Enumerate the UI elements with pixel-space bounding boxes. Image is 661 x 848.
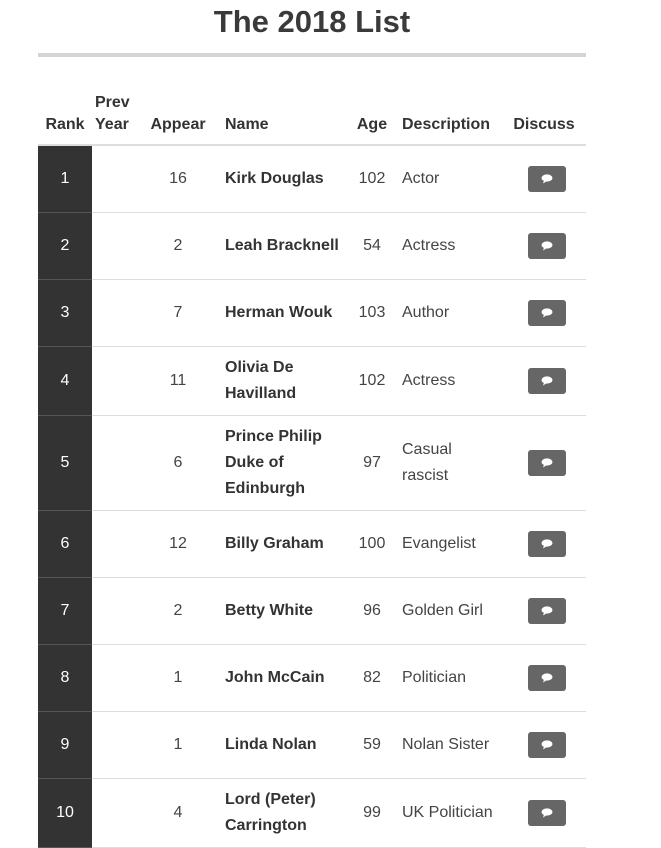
age-cell: 102 — [348, 145, 396, 213]
discuss-button[interactable] — [528, 450, 566, 476]
name-cell: John McCain — [216, 645, 348, 712]
prev-year-cell — [92, 347, 140, 416]
prev-year-cell — [92, 712, 140, 779]
table-row — [38, 213, 586, 280]
page-title: The 2018 List — [213, 4, 411, 39]
discuss-cell — [502, 416, 586, 511]
age-cell: 102 — [348, 347, 396, 416]
ranking-table — [38, 80, 586, 848]
discuss-cell — [502, 779, 586, 848]
name-cell: Olivia De Havilland — [216, 347, 348, 416]
discuss-cell — [502, 712, 586, 779]
comment-icon — [541, 174, 553, 184]
discuss-cell — [502, 347, 586, 416]
rank-cell: 7 — [38, 578, 92, 645]
comment-icon — [541, 308, 553, 318]
header-name: Name — [216, 80, 348, 145]
description-cell: Actor — [396, 145, 502, 213]
table-row — [38, 347, 586, 416]
table-row — [38, 578, 586, 645]
description-cell: Politician — [396, 645, 502, 712]
name-cell: Leah Bracknell — [216, 213, 348, 280]
rank-cell: 8 — [38, 645, 92, 712]
rank-cell: 1 — [38, 145, 92, 213]
table-row — [38, 145, 586, 213]
discuss-cell — [502, 213, 586, 280]
age-cell: 100 — [348, 511, 396, 578]
prev-year-cell — [92, 280, 140, 347]
age-cell: 82 — [348, 645, 396, 712]
appear-cell: 1 — [140, 645, 216, 712]
age-cell: 103 — [348, 280, 396, 347]
age-cell: 97 — [348, 416, 396, 511]
prev-year-cell — [92, 416, 140, 511]
rank-cell: 9 — [38, 712, 92, 779]
description-cell: Actress — [396, 347, 502, 416]
table-row — [38, 511, 586, 578]
rank-cell: 4 — [38, 347, 92, 416]
table-header-row — [38, 80, 586, 145]
discuss-button[interactable] — [528, 800, 566, 826]
description-cell: Golden Girl — [396, 578, 502, 645]
table-row — [38, 779, 586, 848]
comment-icon — [541, 606, 553, 616]
description-cell: Casual rascist — [396, 416, 502, 511]
table-row — [38, 280, 586, 347]
comment-icon — [541, 808, 553, 818]
header-age: Age — [348, 80, 396, 145]
rank-cell: 10 — [38, 779, 92, 848]
rank-cell: 3 — [38, 280, 92, 347]
header-prev-year: Prev Year — [92, 80, 140, 145]
discuss-button[interactable] — [528, 665, 566, 691]
prev-year-cell — [92, 511, 140, 578]
comment-icon — [541, 458, 553, 468]
prev-year-cell — [92, 145, 140, 213]
comment-icon — [541, 673, 553, 683]
appear-cell: 11 — [140, 347, 216, 416]
comment-icon — [541, 241, 553, 251]
table-row — [38, 416, 586, 511]
rank-cell: 6 — [38, 511, 92, 578]
prev-year-cell — [92, 578, 140, 645]
discuss-button[interactable] — [528, 368, 566, 394]
table-row — [38, 712, 586, 779]
table-row — [38, 645, 586, 712]
description-cell: Author — [396, 280, 502, 347]
name-cell: Betty White — [216, 578, 348, 645]
comment-icon — [541, 740, 553, 750]
age-cell: 99 — [348, 779, 396, 848]
rank-cell: 2 — [38, 213, 92, 280]
discuss-button[interactable] — [528, 732, 566, 758]
rank-cell: 5 — [38, 416, 92, 511]
discuss-cell — [502, 145, 586, 213]
discuss-cell — [502, 280, 586, 347]
prev-year-cell — [92, 645, 140, 712]
name-cell: Prince Philip Duke of Edinburgh — [216, 416, 348, 511]
description-cell: UK Politician — [396, 779, 502, 848]
appear-cell: 12 — [140, 511, 216, 578]
age-cell: 96 — [348, 578, 396, 645]
name-cell: Linda Nolan — [216, 712, 348, 779]
prev-year-cell — [92, 213, 140, 280]
name-cell: Lord (Peter) Carrington — [216, 779, 348, 848]
discuss-cell — [502, 645, 586, 712]
name-cell: Billy Graham — [216, 511, 348, 578]
discuss-button[interactable] — [528, 233, 566, 259]
age-cell: 54 — [348, 213, 396, 280]
discuss-button[interactable] — [528, 166, 566, 192]
description-cell: Actress — [396, 213, 502, 280]
appear-cell: 6 — [140, 416, 216, 511]
appear-cell: 7 — [140, 280, 216, 347]
appear-cell: 2 — [140, 578, 216, 645]
appear-cell: 4 — [140, 779, 216, 848]
appear-cell: 2 — [140, 213, 216, 280]
discuss-button[interactable] — [528, 531, 566, 557]
age-cell: 59 — [348, 712, 396, 779]
discuss-button[interactable] — [528, 300, 566, 326]
header-appear: Appear — [140, 80, 216, 145]
name-cell: Kirk Douglas — [216, 145, 348, 213]
prev-year-cell — [92, 779, 140, 848]
appear-cell: 1 — [140, 712, 216, 779]
description-cell: Nolan Sister — [396, 712, 502, 779]
discuss-cell — [502, 511, 586, 578]
appear-cell: 16 — [140, 145, 216, 213]
comment-icon — [541, 539, 553, 549]
discuss-button[interactable] — [528, 598, 566, 624]
name-cell: Herman Wouk — [216, 280, 348, 347]
title-divider — [38, 53, 586, 57]
description-cell: Evangelist — [396, 511, 502, 578]
discuss-cell — [502, 578, 586, 645]
header-rank: Rank — [38, 80, 92, 145]
comment-icon — [541, 376, 553, 386]
header-description: Description — [396, 80, 502, 145]
header-discuss: Discuss — [502, 80, 586, 145]
